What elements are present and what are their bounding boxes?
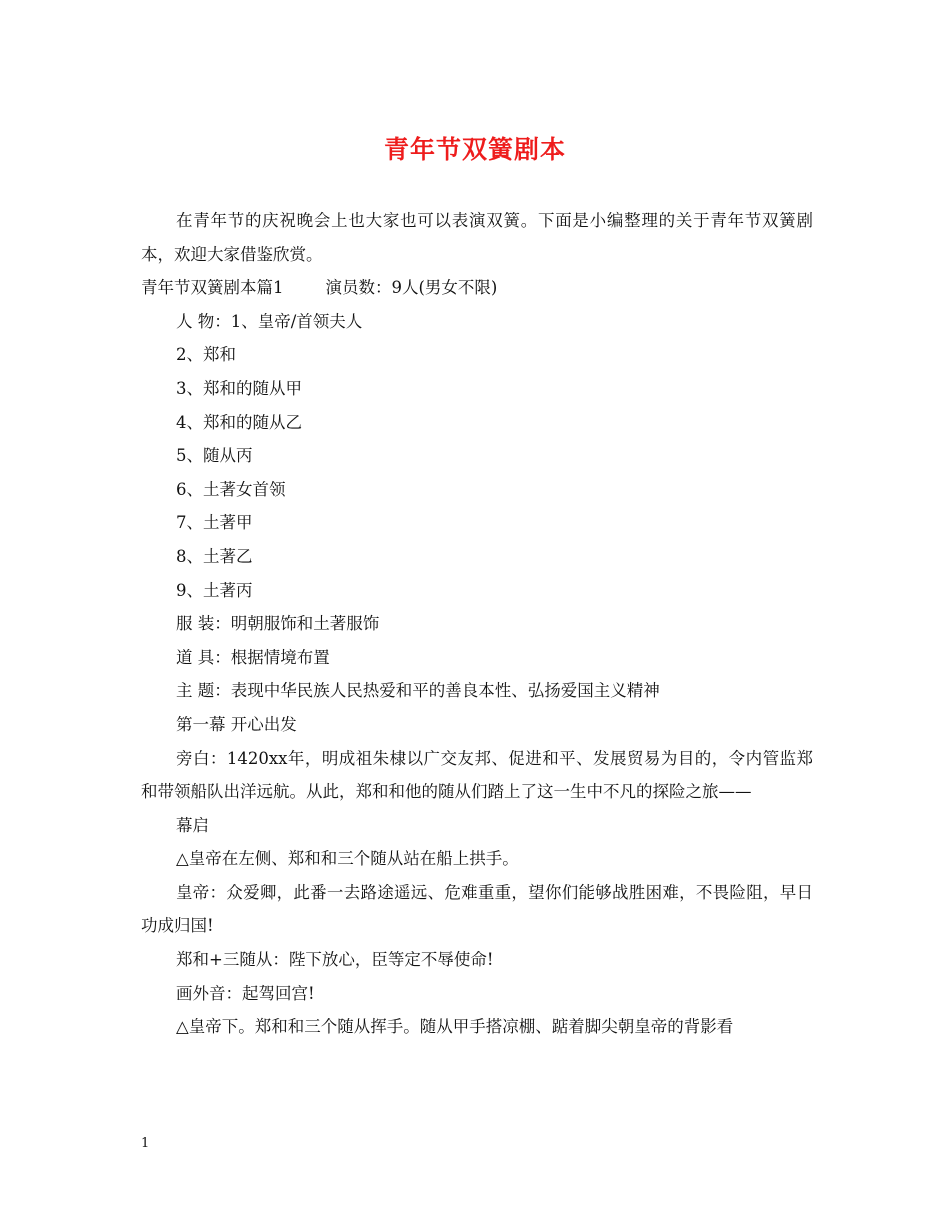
stage-direction: △皇帝下。郑和和三个随从挥手。随从甲手搭凉棚、踮着脚尖朝皇帝的背影看 <box>176 1017 734 1037</box>
props-line: 道 具：根据情境布置 <box>176 647 330 667</box>
character-item: 9、土著丙 <box>176 580 253 600</box>
section-heading-cast-count: 演员数：9人(男女不限) <box>325 278 498 298</box>
section-heading <box>141 271 813 305</box>
document-title: 青年节双簧剧本 <box>383 135 566 164</box>
character-item: 2、郑和 <box>176 345 236 365</box>
zhenghe-line: 郑和+三随从：陛下放心，臣等定不辱使命! <box>176 950 494 970</box>
character-item: 3、郑和的随从甲 <box>176 378 302 398</box>
character-item: 6、土著女首领 <box>176 479 286 499</box>
document-body <box>141 204 813 1044</box>
emperor-line: 皇帝：众爱卿，此番一去路途遥远、危难重重，望你们能够战胜困难，不畏险阻，早日功成归国! <box>141 882 813 936</box>
theme-line: 主 题：表现中华民族人民热爱和平的善良本性、弘扬爱国主义精神 <box>176 681 660 701</box>
narration-paragraph: 旁白：1420xx年，明成祖朱棣以广交友邦、促进和平、发展贸易为目的，令内管监郑和带领船队出洋远航。从此，郑和和他的随从们踏上了这一生中不凡的探险之旅—— <box>141 748 813 802</box>
character-item: 5、随从丙 <box>176 446 253 466</box>
page-number: 1 <box>141 1136 150 1151</box>
character-item: 7、土著甲 <box>176 513 253 533</box>
section-heading-name: 青年节双簧剧本篇1 <box>141 278 284 298</box>
costume-line: 服 装：明朝服饰和土著服饰 <box>176 614 380 634</box>
stage-direction: △皇帝在左侧、郑和和三个随从站在船上拱手。 <box>176 849 519 869</box>
act-one-heading: 第一幕 开心出发 <box>176 714 297 734</box>
offstage-line: 画外音：起驾回宫! <box>176 983 315 1003</box>
intro-paragraph: 在青年节的庆祝晚会上也大家也可以表演双簧。下面是小编整理的关于青年节双簧剧本，欢迎大家借鉴欣赏。 <box>141 211 813 264</box>
character-item: 4、郑和的随从乙 <box>176 412 302 432</box>
characters-label: 人 物：1、皇帝/首领夫人 <box>176 311 363 331</box>
curtain-line: 幕启 <box>176 815 209 835</box>
character-item: 8、土著乙 <box>176 546 253 566</box>
